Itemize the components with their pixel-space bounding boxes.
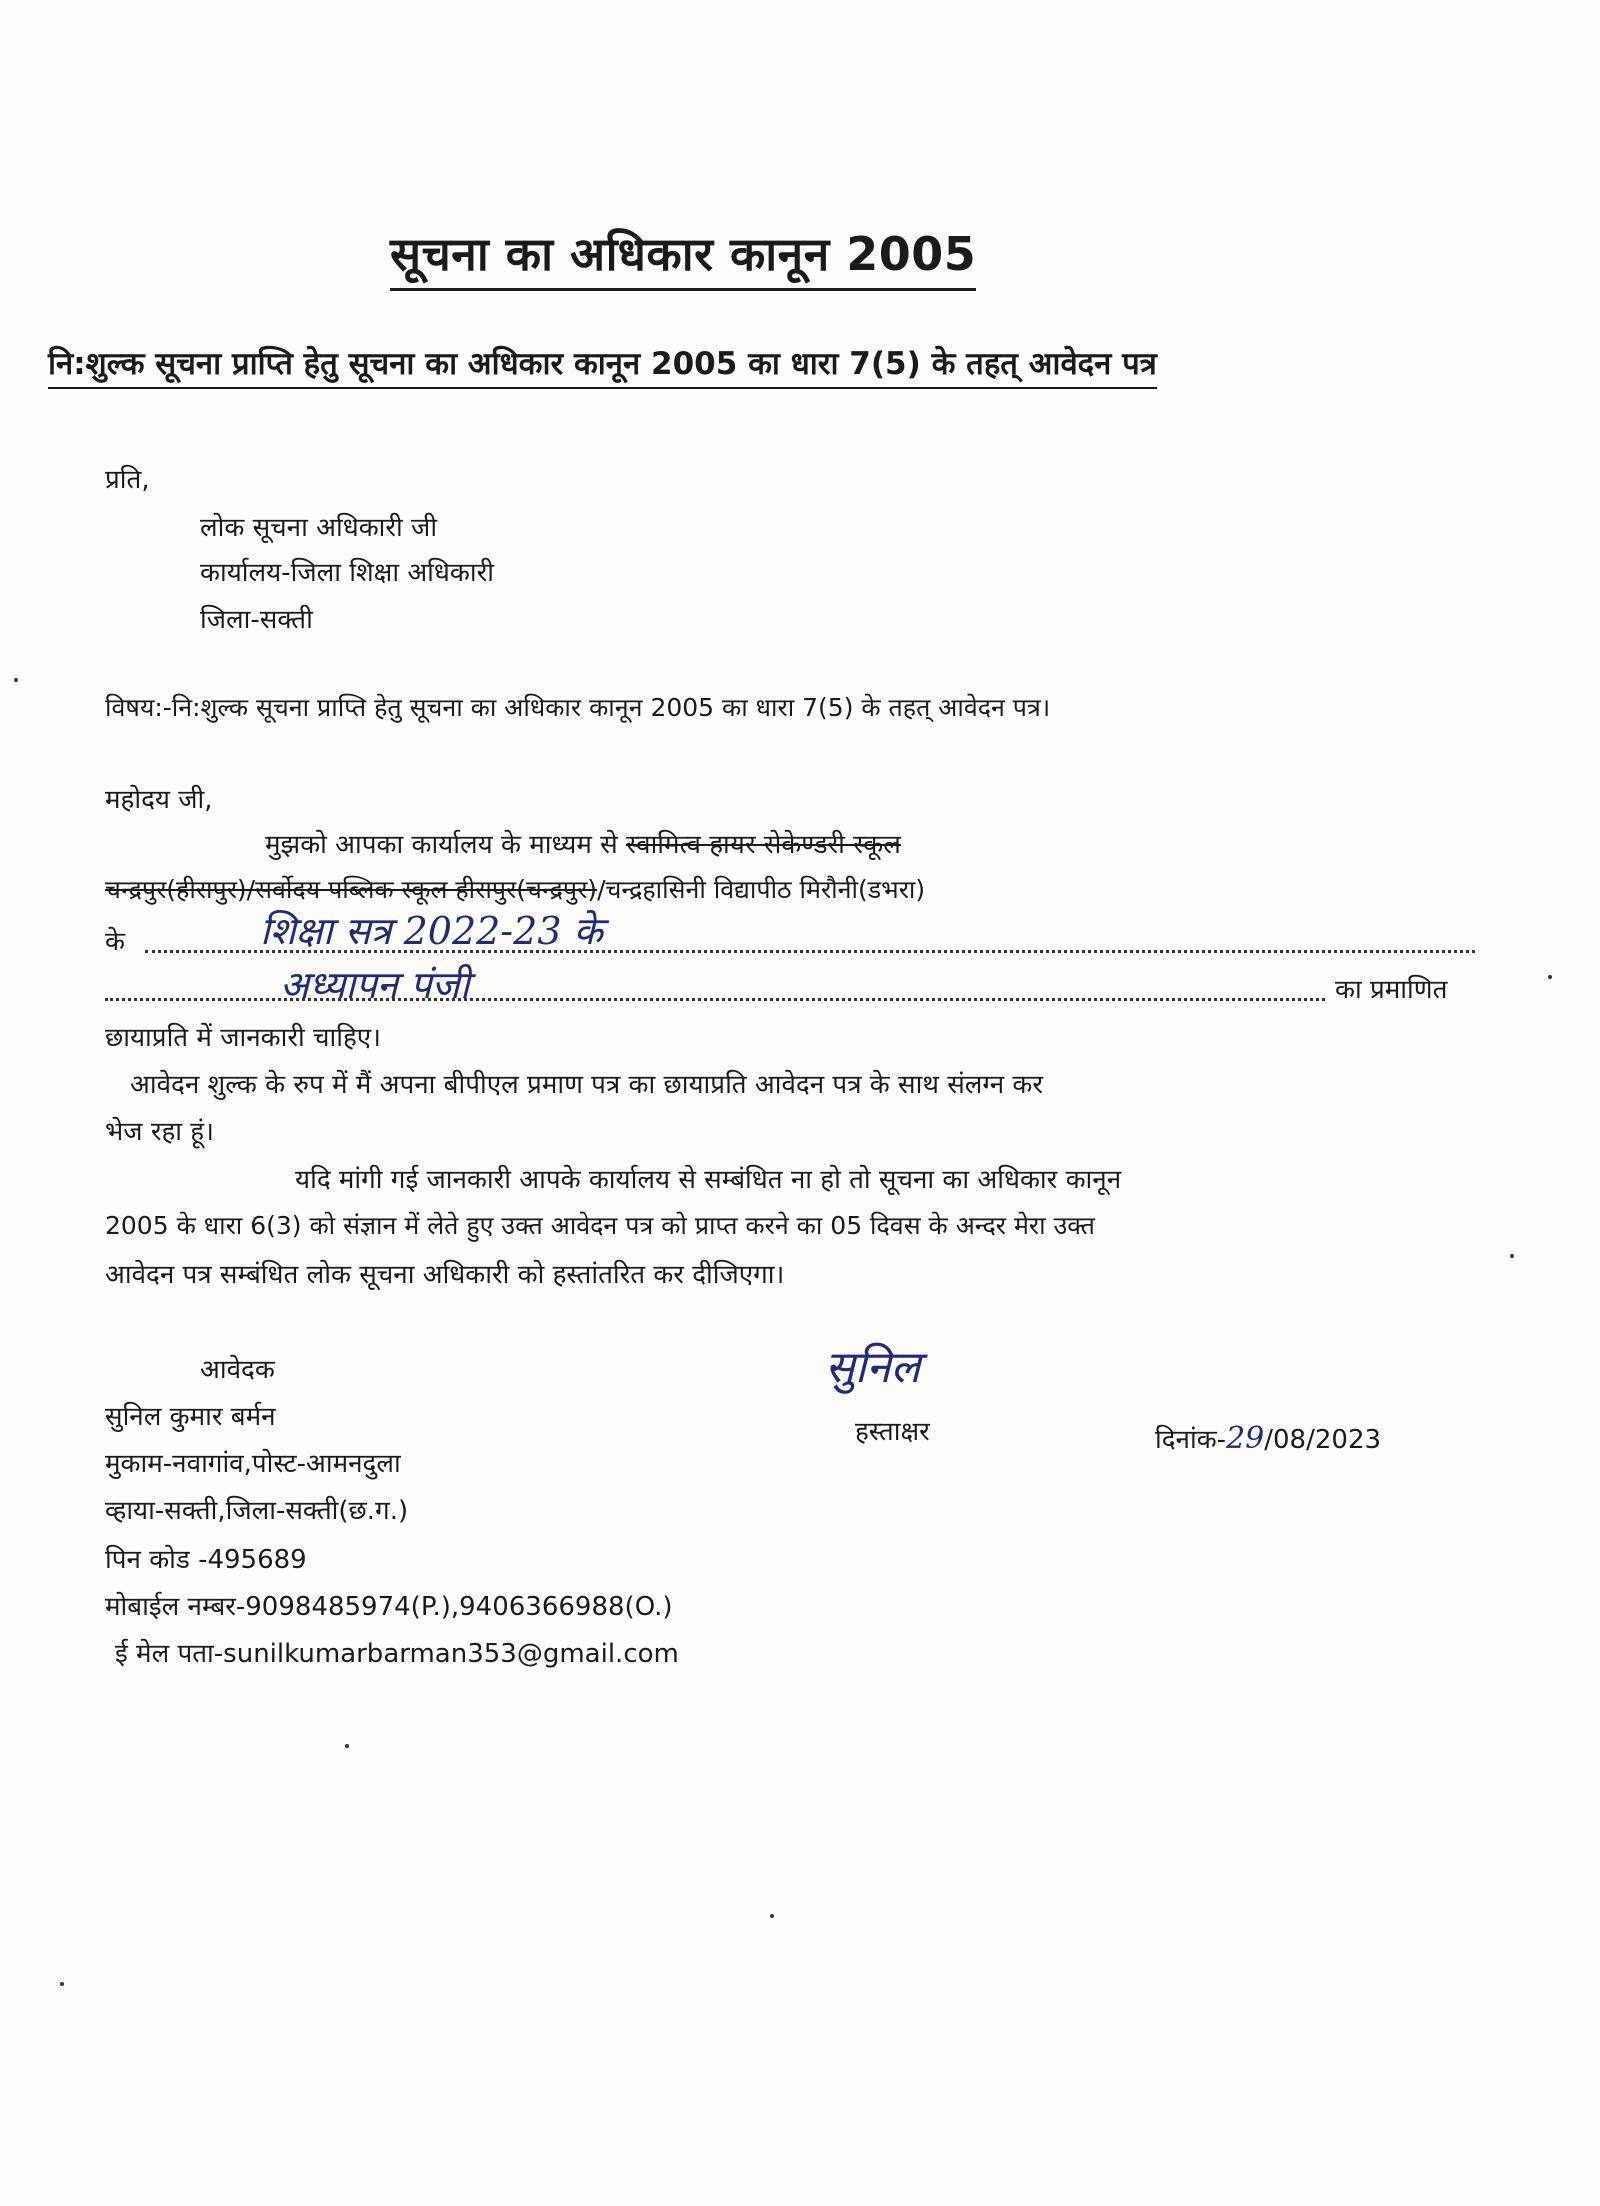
struck-school-2: चन्द्रपुर(हीरापुर)/सर्वोदय पब्लिक स्कूल हीरापुर(चन्द्रपुर) xyxy=(105,875,598,904)
signature-label: हस्ताक्षर xyxy=(855,1417,930,1447)
handwritten-entry-1: शिक्षा सत्र 2022-23 के xyxy=(260,909,603,953)
para2-line1: आवेदन शुल्क के रुप में मैं अपना बीपीएल प्रमाण पत्र का छायाप्रति आवेदन पत्र के साथ संलग्न कर xyxy=(130,1070,1044,1100)
para3-line1: यदि मांगी गई जानकारी आपके कार्यालय से सम्बंधित ना हो तो सूचना का अधिकार कानून xyxy=(295,1165,1122,1195)
para1-start: मुझको आपका कार्यालय के माध्यम से xyxy=(265,830,618,860)
ke-label: के xyxy=(105,927,125,957)
applicant-address-1: मुकाम-नवागांव,पोस्ट-आमनदुला xyxy=(105,1449,401,1479)
scan-speck xyxy=(60,1982,64,1986)
scan-speck xyxy=(14,678,18,682)
document-subtitle: नि:शुल्क सूचना प्राप्ति हेतु सूचना का अधिकार कानून 2005 का धारा 7(5) के तहत् आवेदन पत्र xyxy=(48,342,1157,389)
date-day-handwritten: 29 xyxy=(1226,1421,1265,1456)
document-title: सूचना का अधिकार कानून 2005 xyxy=(390,222,976,291)
para1-line2 xyxy=(105,872,925,906)
date-rest: /08/2023 xyxy=(1264,1425,1382,1455)
para1-line1 xyxy=(265,825,901,861)
selected-school: /चन्द्रहासिनी विद्यापीठ मिरौनी(डभरा) xyxy=(597,875,926,904)
applicant-email: ई मेल पता-sunilkumarbarman353@gmail.com xyxy=(115,1639,679,1669)
pramanit-label: का प्रमाणित xyxy=(1335,975,1448,1005)
recipient-line-2: कार्यालय-जिला शिक्षा अधिकारी xyxy=(200,558,494,588)
para3-line3: आवेदन पत्र सम्बंधित लोक सूचना अधिकारी को हस्तांतरित कर दीजिएगा। xyxy=(105,1260,785,1290)
scan-speck xyxy=(1510,1254,1514,1258)
signature: सुनिल xyxy=(825,1342,921,1393)
para3-line2: 2005 के धारा 6(3) को संज्ञान में लेते हुए उक्त आवेदन पत्र को प्राप्त करने का 05 दिवस के अन्दर मेरा उक्त xyxy=(105,1211,1095,1240)
applicant-name: सुनिल कुमार बर्मन xyxy=(105,1402,276,1432)
applicant-pincode: पिन कोड -495689 xyxy=(105,1545,307,1575)
date-line xyxy=(1155,1420,1381,1456)
applicant-label: आवेदक xyxy=(200,1355,275,1385)
chhayaprati-line: छायाप्रति में जानकारी चाहिए। xyxy=(105,1023,382,1053)
scan-speck xyxy=(345,1744,349,1748)
para2-line2: भेज रहा हूं। xyxy=(105,1117,214,1147)
recipient-line-3: जिला-सक्ती xyxy=(200,605,313,635)
scan-speck xyxy=(1548,975,1552,979)
salutation: महोदय जी, xyxy=(105,785,213,815)
date-prefix: दिनांक- xyxy=(1155,1425,1227,1455)
applicant-address-2: व्हाया-सक्ती,जिला-सक्ती(छ.ग.) xyxy=(105,1496,409,1526)
struck-school-1: स्वामित्व हायर सेकेण्डरी स्कूल xyxy=(626,830,901,860)
recipient-line-1: लोक सूचना अधिकारी जी xyxy=(200,513,438,543)
prati-label: प्रति, xyxy=(105,465,150,495)
subject-line: विषय:-नि:शुल्क सूचना प्राप्ति हेतु सूचना का अधिकार कानून 2005 का धारा 7(5) के तहत् आवेदन पत्र। xyxy=(105,693,1051,722)
scan-speck xyxy=(770,1914,774,1918)
handwritten-entry-2: अध्यापन पंजी xyxy=(280,963,470,1007)
applicant-mobile: मोबाईल नम्बर-9098485974(P.),9406366988(O.) xyxy=(105,1592,673,1622)
